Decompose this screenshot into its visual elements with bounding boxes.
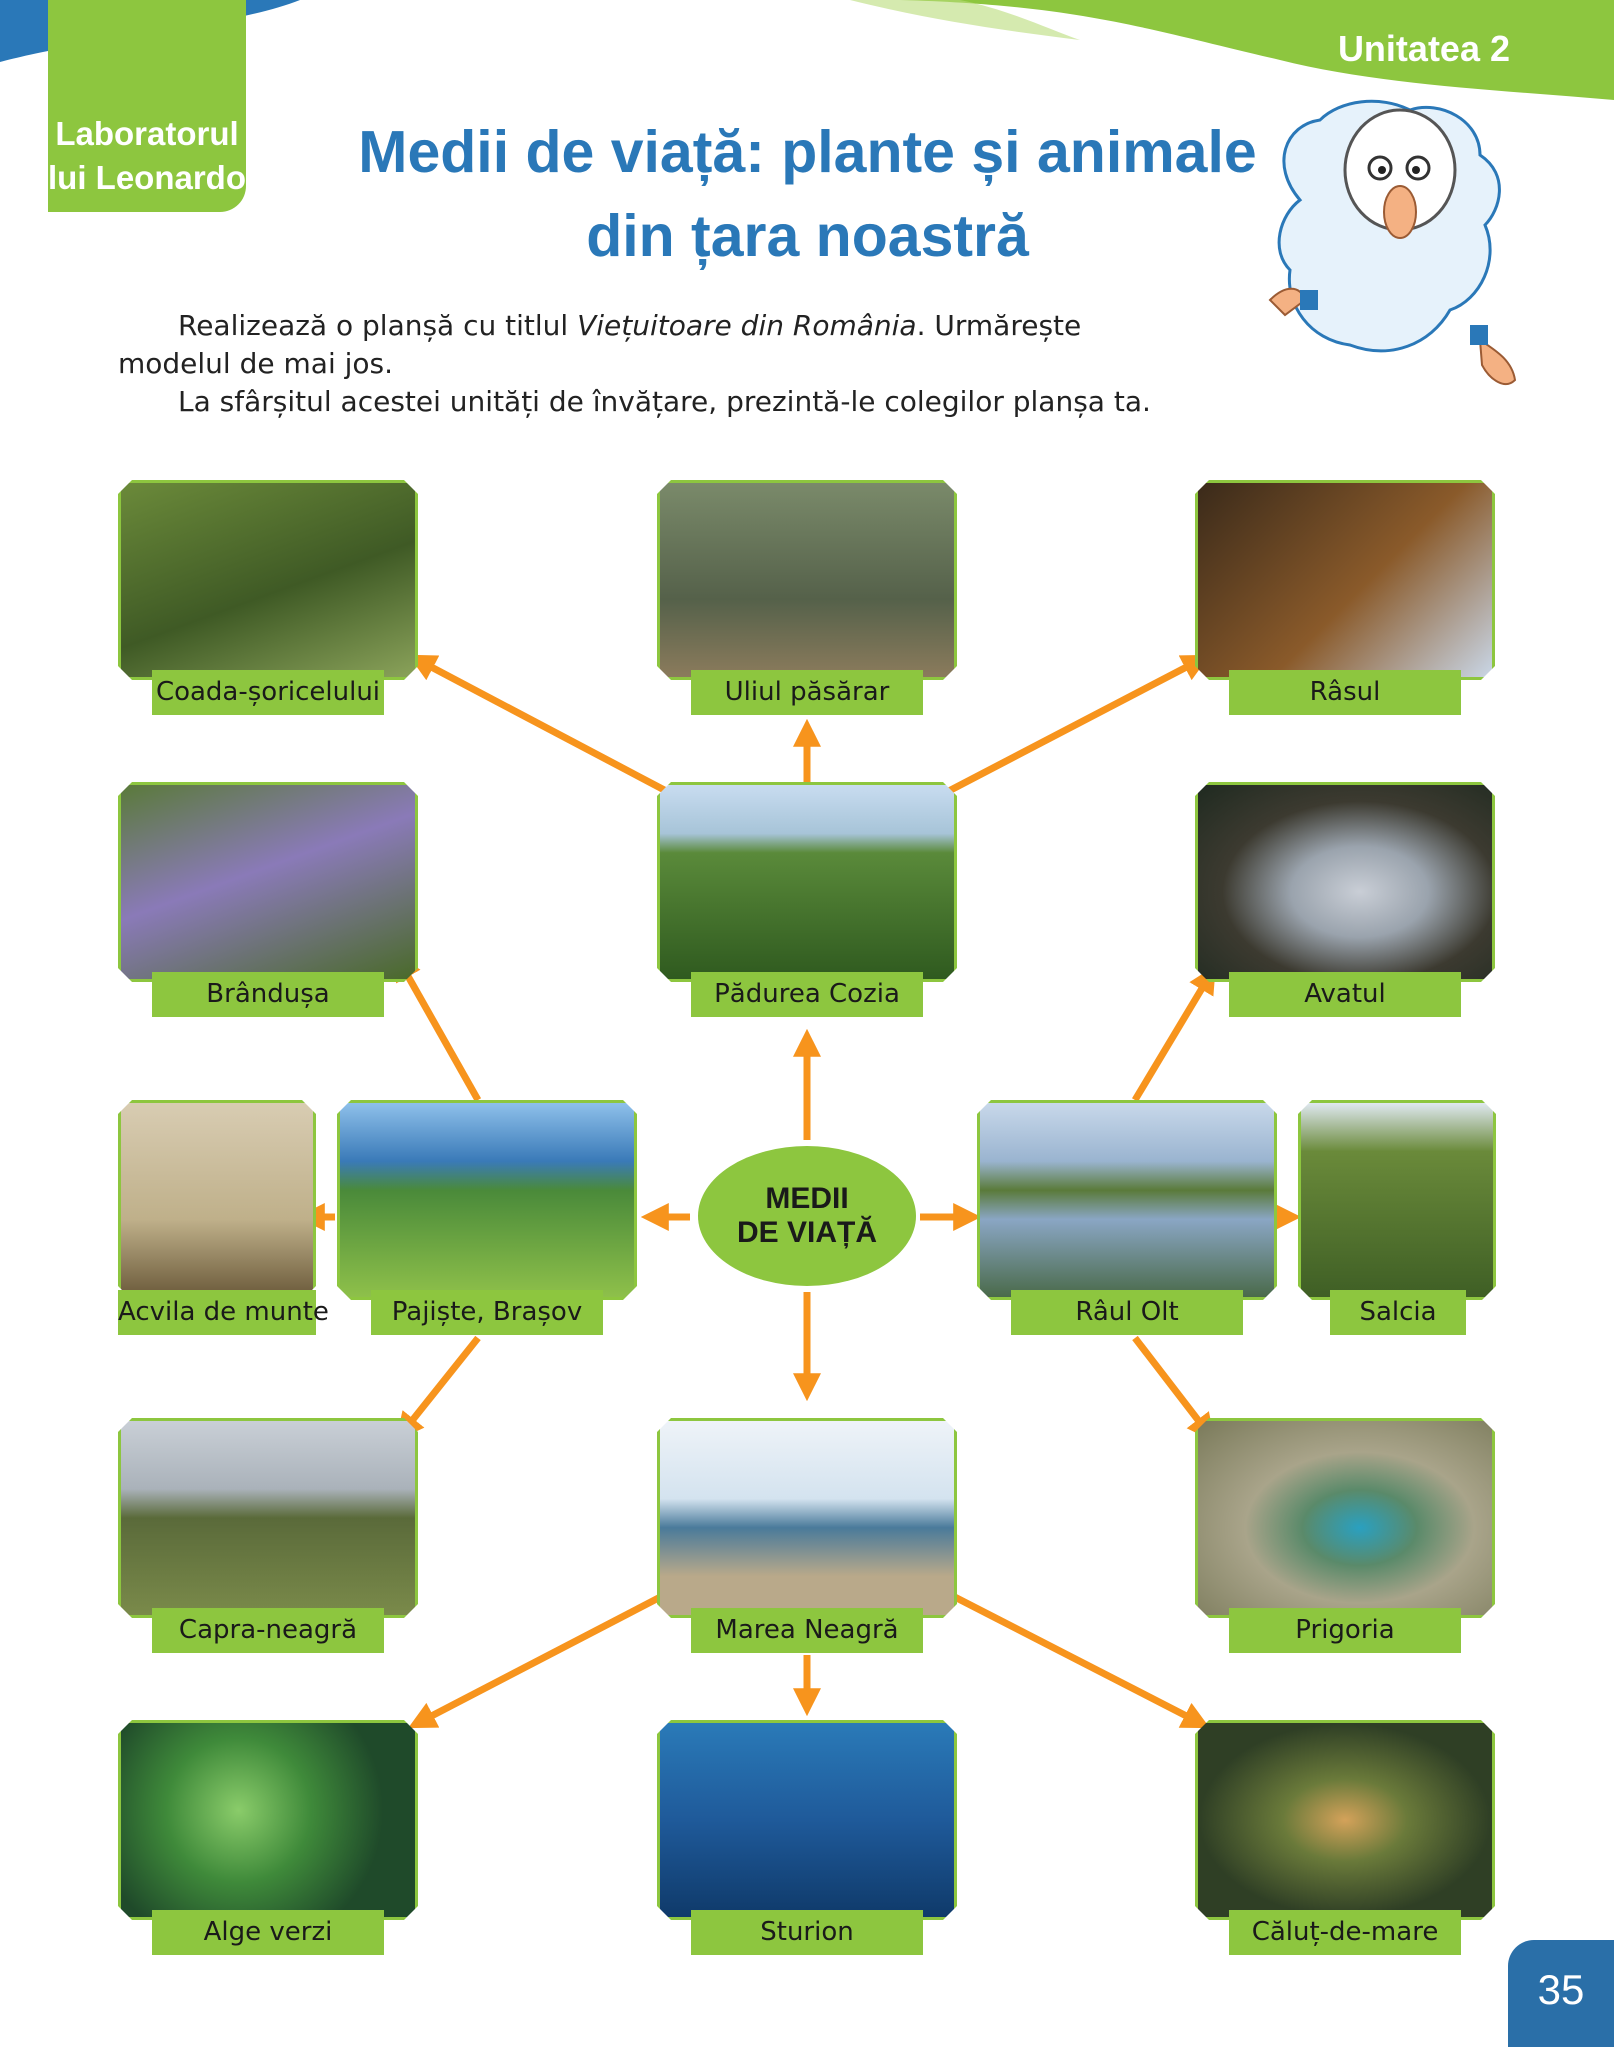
- intro-paragraph-1: [118, 307, 1200, 383]
- label-raul-olt: Râul Olt: [1011, 1290, 1243, 1335]
- page-title: [300, 110, 1315, 278]
- coada-soricelului-photo: [118, 480, 418, 680]
- card-calut-de-mare: [1195, 1720, 1495, 1920]
- card-sturion: [657, 1720, 957, 1920]
- card-brandusa: [118, 782, 418, 982]
- card-acvila-de-munte: [118, 1100, 316, 1300]
- card-alge-verzi: [118, 1720, 418, 1920]
- card-prigoria: [1195, 1418, 1495, 1618]
- title-line-2: din țara noastră: [586, 203, 1029, 269]
- card-avatul: [1195, 782, 1495, 982]
- card-raul-olt: [977, 1100, 1277, 1300]
- uliul-pasarar-photo: [657, 480, 957, 680]
- card-coada-soricelului: [118, 480, 418, 680]
- intro-text: [118, 307, 1200, 421]
- raul-olt-photo: [977, 1100, 1277, 1300]
- label-padurea-cozia: Pădurea Cozia: [691, 972, 923, 1017]
- label-alge-verzi: Alge verzi: [152, 1910, 384, 1955]
- acvila-de-munte-photo: [118, 1100, 316, 1300]
- intro-p1-end: . Urmărește modelul de mai jos.: [118, 309, 1082, 380]
- intro-p1-title: Viețuitoare din România: [577, 309, 917, 342]
- prigoria-photo: [1195, 1418, 1495, 1618]
- unit-label: Unitatea 2: [1337, 28, 1510, 69]
- hub-line-2: DE VIAȚĂ: [736, 1216, 877, 1249]
- label-salcia: Salcia: [1330, 1290, 1466, 1335]
- padurea-cozia-photo: [657, 782, 957, 982]
- section-tab-line-1: Laboratorul: [55, 115, 239, 152]
- hub-medii-de-viata: [698, 1146, 916, 1286]
- card-padurea-cozia: [657, 782, 957, 982]
- intro-p1-start: Realizează o planșă cu titlul: [178, 309, 578, 342]
- label-sturion: Sturion: [691, 1910, 923, 1955]
- label-avatul: Avatul: [1229, 972, 1461, 1017]
- marea-neagra-photo: [657, 1418, 957, 1618]
- calut-de-mare-photo: [1195, 1720, 1495, 1920]
- section-tab-line-2: lui Leonardo: [48, 159, 246, 196]
- card-capra-neagra: [118, 1418, 418, 1618]
- title-line-1: Medii de viață: plante și animale: [358, 119, 1257, 185]
- avatul-photo: [1195, 782, 1495, 982]
- brandusa-photo: [118, 782, 418, 982]
- label-rasul: Râsul: [1229, 670, 1461, 715]
- section-tab: [48, 0, 246, 212]
- label-acvila-de-munte: Acvila de munte: [118, 1290, 316, 1335]
- capra-neagra-photo: [118, 1418, 418, 1618]
- label-brandusa: Brândușa: [152, 972, 384, 1017]
- salcia-photo: [1298, 1100, 1496, 1300]
- hub-line-1: MEDII: [765, 1182, 849, 1215]
- card-pajiste-brasov: [337, 1100, 637, 1300]
- card-rasul: [1195, 480, 1495, 680]
- card-marea-neagra: [657, 1418, 957, 1618]
- label-coada-soricelului: Coada-șoricelului: [152, 670, 384, 715]
- rasul-photo: [1195, 480, 1495, 680]
- label-marea-neagra: Marea Neagră: [691, 1608, 923, 1653]
- alge-verzi-photo: [118, 1720, 418, 1920]
- intro-paragraph-2: La sfârșitul acestei unități de învățare, prezintă-le colegilor planșa ta.: [178, 385, 1151, 418]
- sturion-photo: [657, 1720, 957, 1920]
- page-number: 35: [1508, 1940, 1614, 2047]
- label-prigoria: Prigoria: [1229, 1608, 1461, 1653]
- label-capra-neagra: Capra-neagră: [152, 1608, 384, 1653]
- card-salcia: [1298, 1100, 1496, 1300]
- label-pajiste-brasov: Pajiște, Brașov: [371, 1290, 603, 1335]
- label-uliul-pasarar: Uliul păsărar: [691, 670, 923, 715]
- label-calut-de-mare: Căluț-de-mare: [1229, 1910, 1461, 1955]
- card-uliul-pasarar: [657, 480, 957, 680]
- pajiste-brasov-photo: [337, 1100, 637, 1300]
